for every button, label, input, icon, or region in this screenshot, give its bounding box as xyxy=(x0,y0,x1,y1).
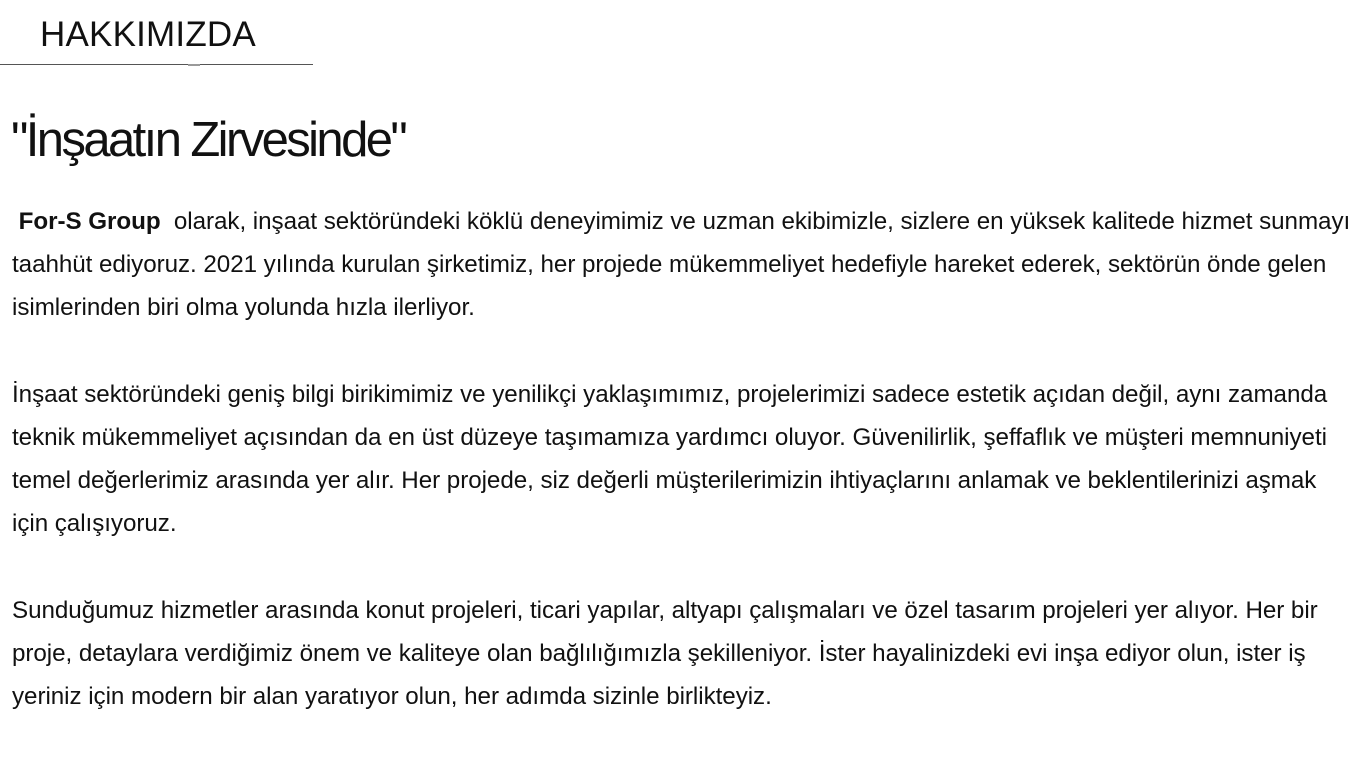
page-title: "İnşaatın Zirvesinde" xyxy=(11,113,406,167)
about-tab-label: HAKKIMIZDA xyxy=(40,15,256,54)
about-content xyxy=(12,200,1358,718)
values-paragraph: İnşaat sektöründeki geniş bilgi birikimimiz ve yenilikçi yaklaşımımız, projelerimizi sadece estetik açıdan değil, aynı zamanda teknik mükemmeliyet açısından da en üst düzeye taşımamıza yardımcı oluyor. Güvenilirlik, şeffaflık ve müşteri memnuniyeti temel değerlerimiz arasında yer alır. Her projede, siz değerli müşterilerimizin ihtiyaçlarını anlamak ve beklentilerinizi aşmak için çalışıyoruz. xyxy=(12,380,1328,538)
tab-underline-marker xyxy=(188,64,200,66)
about-section-tab xyxy=(0,0,313,66)
company-name: For-S Group xyxy=(18,208,161,235)
intro-paragraph-text: olarak, inşaat sektöründeki köklü deneyimimiz ve uzman ekibimizle, sizlere en yüksek kalitede hizmet sunmayı taahhüt ediyoruz. 2021 yılında kurulan şirketimiz, her projede mükemmeliyet hedefiyle hareket ederek, sektörün önde gelen isimlerinden biri olma yolunda hızla ilerliyor. xyxy=(12,208,1351,322)
intro-paragraph xyxy=(12,200,1358,330)
tab-underline xyxy=(0,64,313,65)
services-paragraph: Sunduğumuz hizmetler arasında konut projeleri, ticari yapılar, altyapı çalışmaları ve özel tasarım projeleri yer alıyor. Her bir proje, detaylara verdiğimiz önem ve kaliteye olan bağlılığımızla şekilleniyor. İster hayalinizdeki evi inşa ediyor olun, ister iş yeriniz için modern bir alan yaratıyor olun, her adımda sizinle birlikteyiz. xyxy=(12,596,1318,711)
